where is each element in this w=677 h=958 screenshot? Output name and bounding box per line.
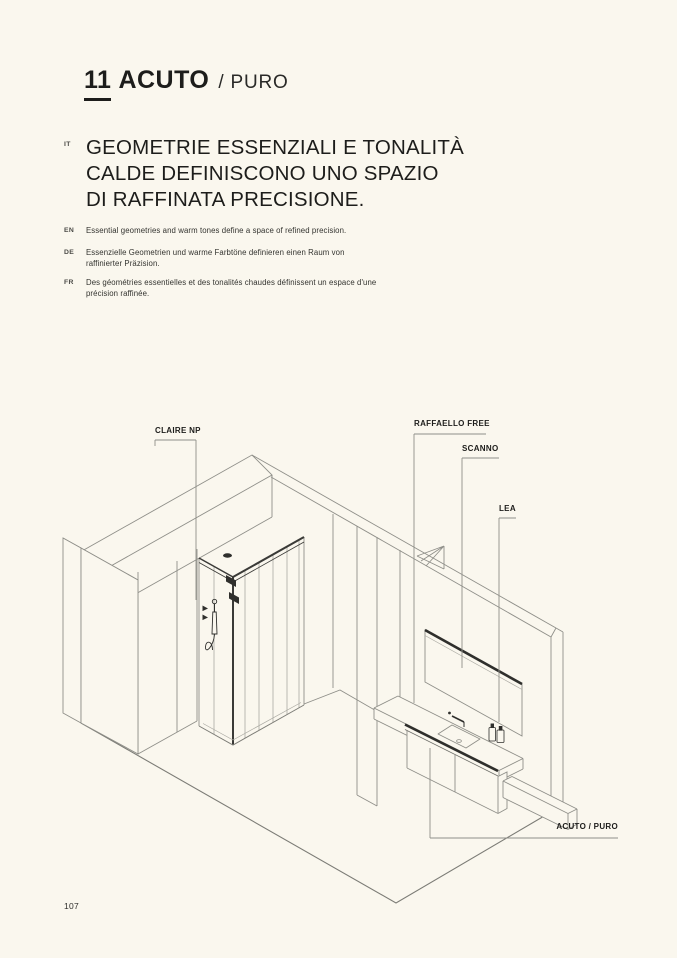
leader-scanno bbox=[462, 458, 499, 668]
leader-claire-np bbox=[155, 440, 196, 600]
lead-line-1: GEOMETRIE ESSENZIALI E TONALITÀ bbox=[86, 136, 464, 159]
product-label-lea: LEA bbox=[499, 504, 516, 513]
lang-tag-fr: FR bbox=[64, 279, 74, 286]
shower-tray bbox=[199, 705, 304, 745]
translation-fr: Des géométries essentielles et des tonalités chaudes définissent un espace d'une précision raffinée. bbox=[86, 278, 377, 298]
lead-line-2: CALDE DEFINISCONO UNO SPAZIO bbox=[86, 162, 439, 185]
shower-enclosure bbox=[199, 537, 304, 745]
lang-tag-it: IT bbox=[64, 141, 71, 148]
collection-variant: / PURO bbox=[218, 72, 289, 93]
product-label-claire-np: CLAIRE NP bbox=[155, 426, 201, 435]
product-label-scanno: SCANNO bbox=[462, 444, 499, 453]
left-pillar bbox=[63, 538, 138, 754]
accessory-bottles bbox=[489, 724, 504, 743]
shower-rail-front bbox=[233, 537, 304, 577]
translation-de: Essenzielle Geometrien und warme Farbtöne definieren einen Raum von raffinierter Präzision. bbox=[86, 248, 345, 268]
chapter-number: 11 bbox=[84, 66, 111, 101]
shower-valves bbox=[203, 606, 209, 621]
lang-tag-en: EN bbox=[64, 227, 75, 234]
shower-rail-return bbox=[199, 558, 233, 577]
collection-name: ACUTO bbox=[118, 66, 210, 94]
lead-line-3: DI RAFFINATA PRECISIONE. bbox=[86, 188, 365, 211]
product-label-raffaello-free: RAFFAELLO FREE bbox=[414, 419, 490, 428]
lang-tag-de: DE bbox=[64, 249, 75, 256]
page-number: 107 bbox=[64, 901, 80, 911]
product-label-acuto-puro: ACUTO / PURO bbox=[556, 822, 618, 831]
translation-en: Essential geometries and warm tones define a space of refined precision. bbox=[86, 226, 347, 235]
downlight bbox=[223, 553, 232, 557]
hand-shower bbox=[205, 599, 217, 650]
